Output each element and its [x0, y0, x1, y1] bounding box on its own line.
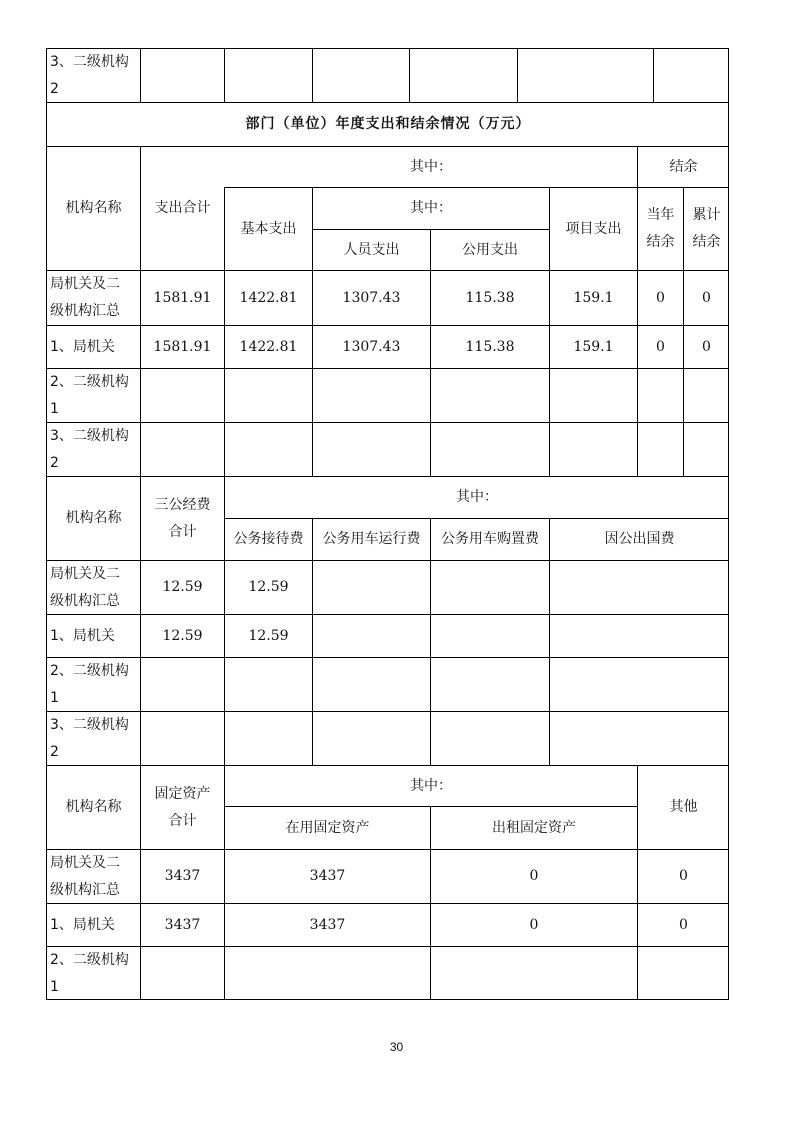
s1-r0-total: 1581.91 [153, 289, 212, 306]
table-row [47, 271, 140, 325]
s2-r0-name-line2: 级机构汇总 [50, 593, 120, 609]
s1-header-total: 支出合计 [154, 200, 211, 216]
s1-r1-personnel: 1307.43 [342, 338, 401, 355]
s2-header-reception: 公务接待费 [233, 531, 304, 547]
s1-r0-accumulated: 0 [702, 289, 711, 306]
s2-r0-name-line1: 局机关及二 [50, 566, 120, 582]
s1-r2-name-line2: 1 [50, 401, 59, 417]
s1-r0-basic: 1422.81 [239, 289, 298, 306]
s1-header-current-line1: 当年 [646, 207, 675, 223]
table-row [47, 561, 140, 614]
s2-r1-total: 12.59 [162, 627, 203, 644]
table-row [47, 658, 140, 711]
s3-header-of-which: 其中： [410, 777, 452, 794]
s2-r3-name-line2: 2 [50, 744, 59, 760]
s1-header-current-surplus [638, 188, 683, 270]
s1-r1-total: 1581.91 [153, 338, 212, 355]
s3-r1-other: 0 [679, 916, 688, 933]
s3-r1-in-use: 3437 [309, 916, 346, 933]
s3-r0-in-use: 3437 [309, 868, 346, 884]
s1-header-of-which2: 其中： [410, 200, 452, 216]
s1-r1-public: 115.38 [465, 338, 515, 355]
s3-header-total-line2: 合计 [168, 812, 197, 829]
s1-header-personnel: 人员支出 [343, 241, 400, 258]
table-row [47, 850, 140, 903]
s2-header-vehicle-run: 公务用车运行费 [322, 531, 421, 547]
s1-header-acc-line2: 结余 [692, 234, 721, 250]
s2-r1-reception: 12.59 [248, 627, 289, 644]
s2-header-total-line1: 三公经费 [154, 496, 211, 513]
s2-header-abroad: 因公出国费 [604, 531, 675, 547]
s1-header-acc-line1: 累计 [692, 207, 721, 223]
table-row [47, 712, 140, 765]
s1-header-org-name: 机构名称 [65, 200, 122, 216]
table-row [47, 615, 140, 657]
s3-header-org-name: 机构名称 [65, 799, 122, 815]
table-row [47, 947, 140, 999]
s1-header-current-line2: 结余 [646, 234, 675, 250]
s3-r1-name-line1: 1、局机关 [50, 916, 115, 933]
s1-r0-name-line1: 局机关及二 [50, 276, 120, 292]
s3-r0-total: 3437 [164, 868, 201, 884]
top-row-name-line1: 3、二级机构 [50, 54, 129, 70]
table-row [47, 904, 140, 946]
s2-r0-reception: 12.59 [248, 579, 289, 595]
s3-r1-rented: 0 [529, 916, 539, 933]
top-row-name-line2: 2 [50, 81, 59, 97]
s3-r0-rented: 0 [529, 868, 539, 884]
s3-r2-name-line1: 2、二级机构 [50, 952, 129, 968]
s3-header-total-line1: 固定资产 [154, 785, 211, 802]
table-row [47, 326, 140, 368]
s3-r0-other: 0 [679, 868, 688, 884]
s3-r0-name-line1: 局机关及二 [50, 855, 120, 871]
s3-r2-name-line2: 1 [50, 979, 59, 995]
s3-header-other: 其他 [669, 799, 698, 815]
s3-r1-total: 3437 [164, 916, 201, 933]
s1-r1-current: 0 [656, 338, 665, 355]
s1-header-public: 公用支出 [462, 241, 518, 258]
s1-r0-current: 0 [656, 289, 665, 306]
s2-r1-name-line1: 1、局机关 [50, 627, 115, 644]
s3-header-rented: 出租固定资产 [492, 819, 576, 836]
s1-r1-name-line1: 1、局机关 [50, 338, 115, 355]
s3-header-total [141, 766, 224, 849]
s2-header-of-which: 其中： [456, 489, 498, 505]
s1-header-accumulated-surplus [684, 188, 729, 270]
s2-header-org-name: 机构名称 [65, 510, 122, 526]
s3-header-in-use: 在用固定资产 [285, 819, 370, 836]
s2-r2-name-line1: 2、二级机构 [50, 663, 129, 679]
s1-r1-accumulated: 0 [702, 338, 711, 355]
s2-header-vehicle-buy: 公务用车购置费 [441, 531, 539, 547]
s1-header-surplus: 结余 [669, 158, 698, 175]
s2-header-total-line2: 合计 [168, 523, 197, 540]
s1-r1-project: 159.1 [573, 338, 614, 355]
s1-header-of-which: 其中： [410, 158, 452, 175]
table-row [47, 369, 140, 422]
s2-r0-total: 12.59 [162, 579, 203, 595]
s1-r3-name-line1: 3、二级机构 [50, 428, 129, 444]
s1-r0-personnel: 1307.43 [342, 289, 401, 306]
s1-r2-name-line1: 2、二级机构 [50, 374, 129, 390]
s1-header-basic: 基本支出 [240, 220, 297, 237]
s2-r3-name-line1: 3、二级机构 [50, 717, 129, 733]
s1-r1-basic: 1422.81 [239, 338, 298, 355]
s3-r0-name-line2: 级机构汇总 [50, 882, 120, 898]
section1-title: 部门（单位）年度支出和结余情况（万元） [245, 116, 531, 132]
table-row [47, 423, 140, 476]
s1-r0-name-line2: 级机构汇总 [50, 303, 120, 319]
top-row-name-cell [47, 49, 140, 102]
s1-r3-name-line2: 2 [50, 455, 59, 471]
s2-r2-name-line2: 1 [50, 690, 59, 706]
s2-header-total [141, 477, 224, 560]
page-number: 30 [389, 1040, 404, 1054]
s1-header-project: 项目支出 [565, 220, 622, 237]
s1-r0-project: 159.1 [573, 289, 614, 306]
s1-r0-public: 115.38 [465, 289, 515, 306]
